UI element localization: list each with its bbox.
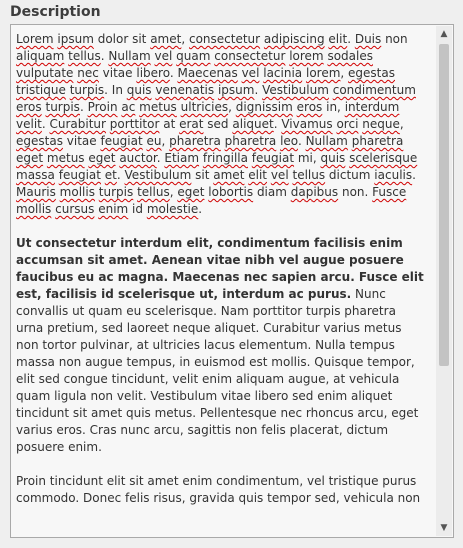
scroll-down-icon[interactable]: ▼ [440,523,448,533]
vertical-scrollbar[interactable] [436,26,452,536]
text-run: at [159,117,180,131]
misspelled-word: Fusce [372,185,407,199]
misspelled-word: amet [150,32,182,46]
misspelled-word: mollis [59,185,95,199]
text-run: . [41,117,50,131]
text-run: vitae [62,134,101,148]
misspelled-word: porttitor [109,117,160,131]
misspelled-word: ipsum [217,83,255,97]
misspelled-word: Mauris [16,185,56,199]
text-run: dolor sit [93,32,151,46]
misspelled-word: metus [46,151,85,165]
misspelled-word: Duis [354,32,382,46]
scrollbar-thumb[interactable] [439,44,449,366]
misspelled-word: eros [16,100,42,114]
misspelled-word: pharetra [351,134,404,148]
misspelled-word: feugiat [100,134,143,148]
misspelled-word: egestas [348,66,395,80]
misspelled-word: ac [121,100,136,114]
misspelled-word: tristique [16,83,66,97]
misspelled-word: nec [77,66,99,80]
text-run: . [79,100,88,114]
misspelled-word: turpis [98,185,134,199]
misspelled-word: orci [336,117,359,131]
misspelled-word: Maecenas [177,66,238,80]
misspelled-word: lacinia [263,66,303,80]
text-run: , [340,66,349,80]
misspelled-word: Nullam [305,134,348,148]
text-run: . In [104,83,127,97]
misspelled-word: et [104,168,117,182]
misspelled-word: Vestibulum [124,168,192,182]
misspelled-word: consectetur [214,49,286,63]
misspelled-word: aliquam [16,49,65,63]
misspelled-word: eget [88,151,116,165]
misspelled-word: feugiat [251,151,295,165]
misspelled-word: tellus [137,185,170,199]
paragraph-2 [16,235,427,456]
paragraph-2-text: Nunc convallis ut quam eu scelerisque. Nam porttitor turpis pharetra urna pretium, sed laoreet neque aliquet. Curabitur varius metus non tortor pulvinar, at ultricies lacus elementum. Nulla tempus massa non augue tempus, in euismod est mollis. Quisque tempor, elit sed congue tincidunt, velit enim aliquam augue, at vehicula quam ligula non velit. Vestibulum vitae libero sed enim aliquet tincidunt sit amet quis metus. Pellentesque nec rhoncus arcu, eget varius eros. Cras nunc arcu, sagittis non felis placerat, dictum posuere enim. [16,287,419,454]
misspelled-word: interdum [344,100,400,114]
text-run: , [399,117,404,131]
text-run: diam [253,185,291,199]
text-run: , [161,134,170,148]
text-run: . [347,32,355,46]
misspelled-word: Vivamus [281,117,333,131]
misspelled-word: condimentum [332,83,416,97]
misspelled-word: amet [213,168,245,182]
misspelled-word: aliquet [232,117,274,131]
misspelled-word: iaculis [374,168,413,182]
text-run: . [156,151,165,165]
misspelled-word: lorem [305,66,341,80]
misspelled-word: eu [146,134,162,148]
text-run: sit [191,168,214,182]
misspelled-word: erat [179,117,204,131]
misspelled-word: Curabitur [49,117,106,131]
text-run: . [100,49,109,63]
text-run: dictum [325,168,375,182]
text-run: id [128,202,147,216]
misspelled-word: enim [98,202,129,216]
misspelled-word: turpis [69,83,105,97]
misspelled-word: mollis [16,202,52,216]
misspelled-word: quis [320,151,346,165]
text-run: , [228,100,236,114]
misspelled-word: massa [16,168,55,182]
description-label: Description [10,4,101,20]
misspelled-word: Vestibulum [262,83,329,97]
misspelled-word: ipsum [57,32,94,46]
misspelled-word: quis [126,83,152,97]
text-run: non. [338,185,373,199]
text-run: . [169,66,178,80]
misspelled-word: scelerisque [349,151,418,165]
textarea-content[interactable] [16,31,427,524]
misspelled-word: venenatis [155,83,215,97]
misspelled-word: auctor [119,151,157,165]
misspelled-word: Etiam [164,151,200,165]
text-run: . [412,168,416,182]
misspelled-word: consectetur [188,32,261,46]
misspelled-word: feugiat [58,168,101,182]
text-run: . [254,83,263,97]
paragraph-3: Proin tincidunt elit sit amet enim condimentum, vel tristique purus commodo. Donec felis risus, gravida quis tempor sed, vehicula non [16,474,421,505]
paragraph-2-bold: Ut consectetur interdum elit, condimentum facilisis enim accumsan sit amet. Aenean vitae nibh vel augue posuere faucibus eu ac magna. Maecenas nec sapien arcu. Fusce elit est, facilisis id scelerisque ut, interdum ac purus. [16,236,424,301]
misspelled-word: eget [177,185,205,199]
text-run: in, [322,100,345,114]
misspelled-word: tellus [68,49,101,63]
misspelled-word: Lorem [16,32,54,46]
text-run: . [116,168,125,182]
text-run: vitae [98,66,137,80]
description-textarea[interactable] [10,24,454,538]
misspelled-word: vulputate [16,66,74,80]
misspelled-word: lobortis [208,185,254,199]
text-run: sed [203,117,233,131]
misspelled-word: leo [280,134,298,148]
misspelled-word: tellus [292,168,326,182]
text-run: , [181,32,189,46]
misspelled-word: pharetra [169,134,221,148]
misspelled-word: eget [16,151,44,165]
misspelled-word: fringilla [202,151,248,165]
misspelled-word: Nullam [108,49,151,63]
misspelled-word: dignissim [235,100,293,114]
misspelled-word: elit [328,32,348,46]
misspelled-word: lorem [289,49,324,63]
misspelled-word: quam [176,49,211,63]
misspelled-word: elit [248,168,267,182]
misspelled-word: eros [296,100,323,114]
misspelled-word: Proin [87,100,118,114]
misspelled-word: cursus [55,202,95,216]
misspelled-word: neque [362,117,400,131]
text-run: , [169,185,178,199]
misspelled-word: pharetra [224,134,277,148]
text-run: . [273,117,282,131]
text-run: . [198,202,203,216]
misspelled-word: adipiscing [263,32,325,46]
misspelled-word: egestas [16,134,63,148]
scroll-up-icon[interactable]: ▲ [440,29,448,39]
misspelled-word: turpis [45,100,80,114]
text-run: . [297,134,306,148]
misspelled-word: sodales [327,49,373,63]
misspelled-word: vel [270,168,289,182]
misspelled-word: metus [139,100,177,114]
text-run: mi, [294,151,321,165]
misspelled-word: dapibus [290,185,339,199]
misspelled-word: libero [136,66,170,80]
misspelled-word: vel [154,49,173,63]
misspelled-word: velit [16,117,42,131]
text-run: non [381,32,408,46]
misspelled-word: vel [241,66,260,80]
misspelled-word: molestie [146,202,199,216]
paragraph-1 [16,31,427,218]
misspelled-word: ultricies [180,100,229,114]
